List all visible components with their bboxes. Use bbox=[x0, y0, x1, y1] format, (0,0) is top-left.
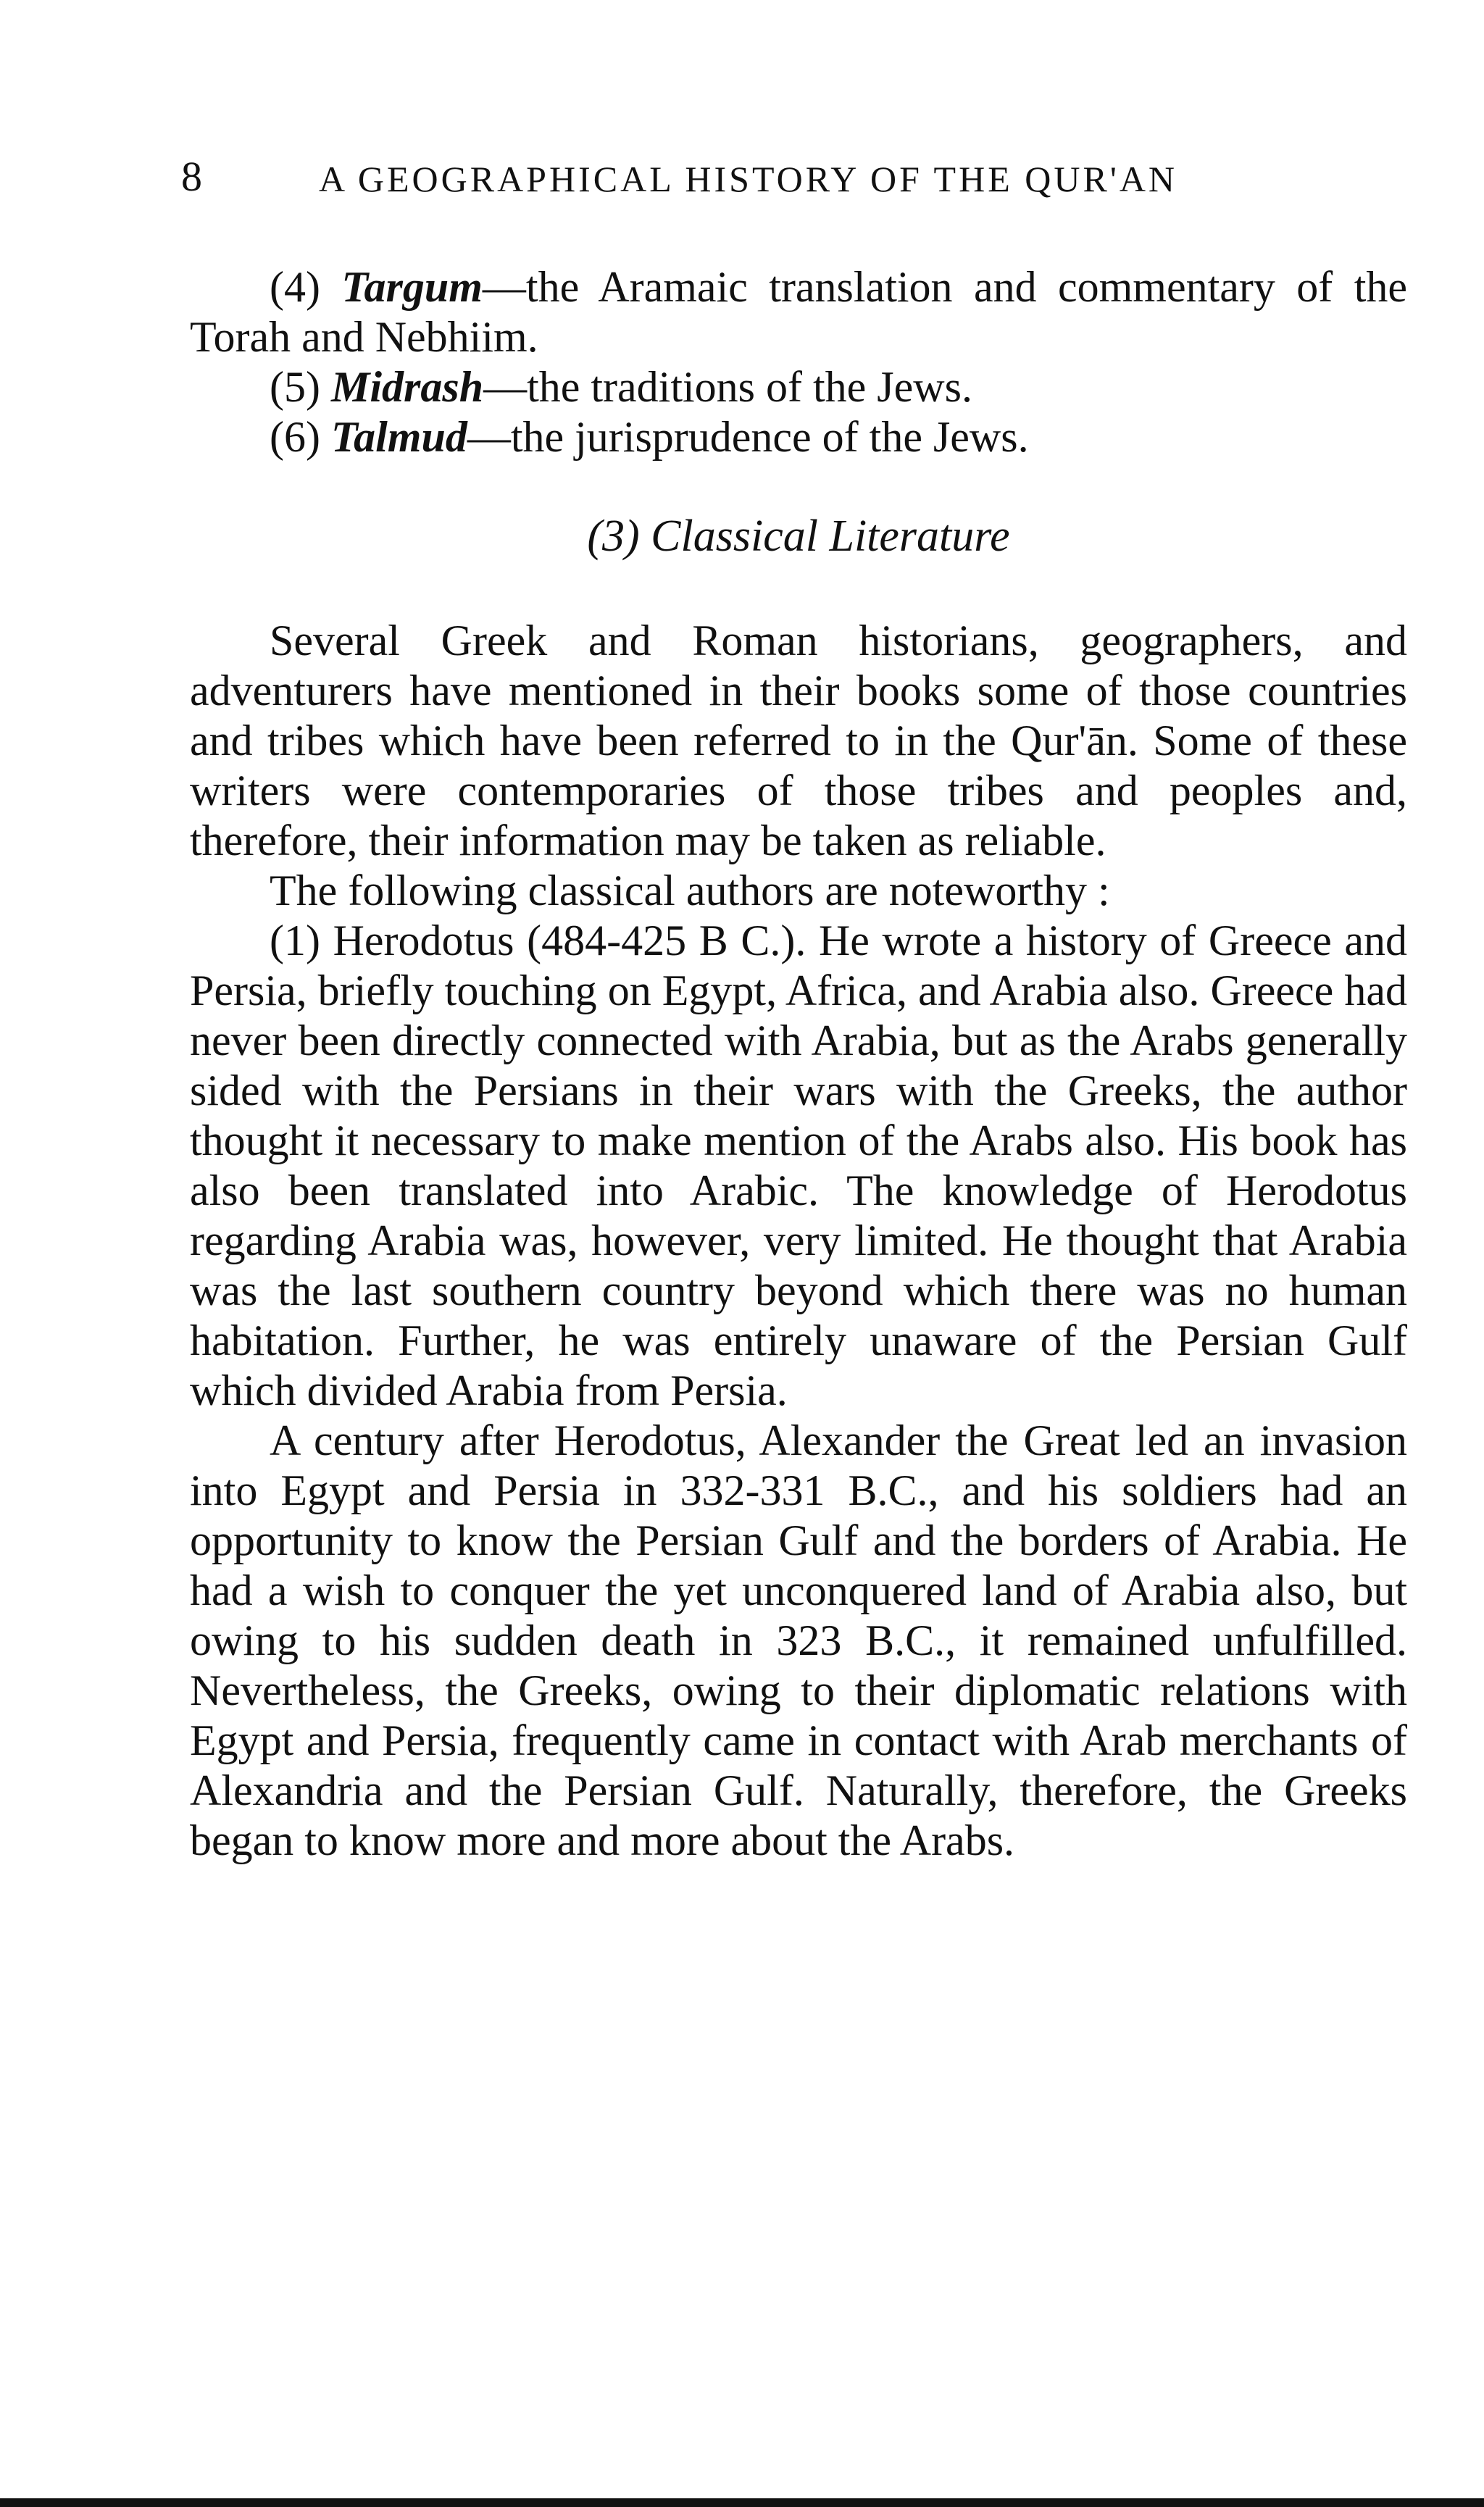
paragraph: (1) Herodotus (484-425 B C.). He wrote a history of Greece and Persia, briefly touching on Egypt, Africa, and Arabia also. Greece had never been directly connected with Arabia, but as the Arabs generally sided with the Persians in their wars with the Greeks, the author thought it necessary to make mention of the Arabs also. His book has also been translated into Arabic. The knowledge of Herodotus regarding Arabia was, however, very limited. He thought that Arabia was the last southern country beyond which there was no human habitation. Further, he was entirely unaware of the Persian Gulf which divided Arabia from Persia. bbox=[190, 917, 1407, 1414]
list-text: —the jurisprudence of the Jews. bbox=[467, 413, 1029, 461]
running-title: A GEOGRAPHICAL HISTORY OF THE QUR'AN bbox=[319, 159, 1178, 199]
list-term: Targum bbox=[341, 263, 483, 311]
numbered-list bbox=[190, 262, 1407, 462]
paragraph: The following classical authors are noteworthy : bbox=[270, 867, 1110, 914]
list-item bbox=[190, 412, 1407, 462]
section-heading: (3) Classical Literature bbox=[587, 512, 1010, 561]
list-item bbox=[190, 362, 1407, 412]
running-head bbox=[181, 152, 1312, 210]
page-number: 8 bbox=[181, 153, 205, 200]
list-marker: (4) bbox=[270, 263, 320, 311]
list-marker: (6) bbox=[270, 413, 320, 461]
list-term: Talmud bbox=[330, 413, 467, 461]
list-text: —the traditions of the Jews. bbox=[483, 363, 972, 411]
list-marker: (5) bbox=[270, 363, 320, 411]
list-text: —the Aramaic translation and commentary of the Torah and Nebhiim. bbox=[190, 263, 1407, 361]
list-item bbox=[190, 262, 1407, 362]
paragraph: Several Greek and Roman historians, geographers, and adventurers have mentioned in their books some of those countries and tribes which have been referred to in the Qur'ān. Some of these writers were contemporaries of those tribes and peoples and, therefore, their information may be taken as reliable. bbox=[190, 617, 1407, 864]
list-term: Midrash bbox=[330, 363, 484, 411]
paragraph: A century after Herodotus, Alexander the Great led an invasion into Egypt and Persia in 332-331 B.C., and his soldiers had an opportunity to know the Persian Gulf and the borders of Arabia. He had a wish to conquer the yet unconquered land of Arabia also, but owing to his sudden death in 323 B.C., it remained unfulfilled. Nevertheless, the Greeks, owing to their diplomatic relations with Egypt and Persia, frequently came in contact with Arab merchants of Alexandria and the Persian Gulf. Naturally, therefore, the Greeks began to know more and more about the Arabs. bbox=[190, 1417, 1407, 1864]
body-text bbox=[190, 616, 1407, 1866]
bottom-rule bbox=[0, 2498, 1484, 2507]
